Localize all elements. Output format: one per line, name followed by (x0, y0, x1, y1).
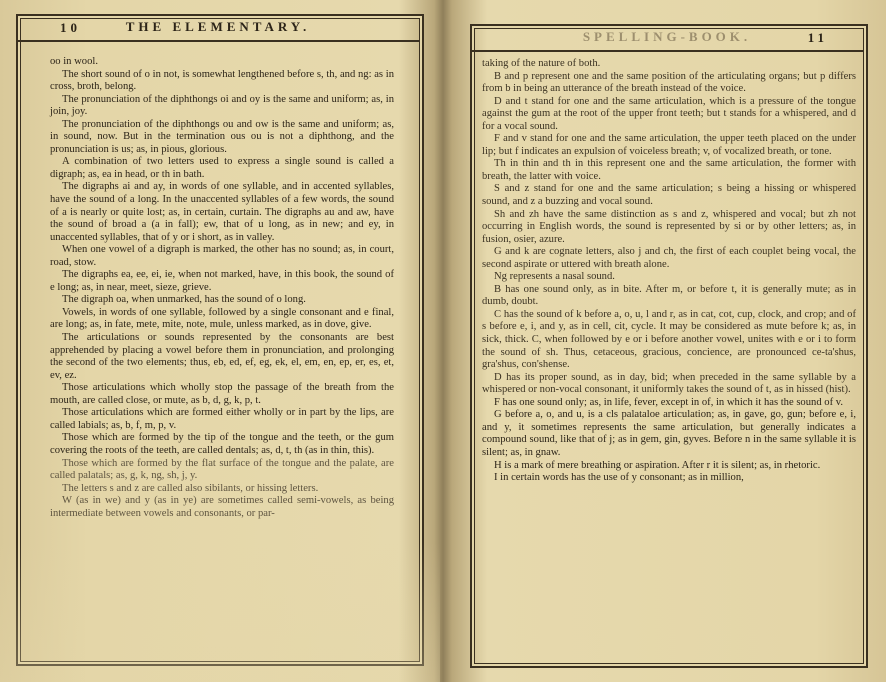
left-paragraph: The digraph oa, when unmarked, has the sound of o long. (62, 294, 306, 306)
right-paragraph: D and t stand for one and the same articulation, which is a pressure of the tongue against the gum at the root of the upper front teeth; but t stands for a whispered, and d for a vocal sound. (482, 95, 856, 132)
right-paragraph: Ng represents a nasal sound. (494, 271, 615, 283)
right-paragraph: B has one sound only, as in bite. After m, or before t, it is generally mute; as in dumb, doubt. (482, 283, 856, 308)
left-page-header (16, 14, 420, 42)
right-paragraph: I in certain words has the use of y consonant; as in million, (494, 472, 744, 484)
right-paragraph: B and p represent one and the same position of the articulating organs; but p differs from b in being an utterance of the breath instead of the voice. (482, 70, 856, 95)
right-paragraph: G before a, o, and u, is a cls palataloe articulation; as, in gave, go, gun; before e, i, and y, it sometimes represents the same articulation, but generally indicates a compound sound, like that of j; as in gem, gin, gyves. Before n in the same syllable it is silent; as, in gnaw. (482, 409, 856, 458)
left-paragraph: Those which are formed by the tip of the tongue and the teeth, or the gum covering the roots of the teeth, are called dentals; as, d, t, th (as in thin, this). (50, 432, 394, 456)
right-paragraph: C has the sound of k before a, o, u, l and r, as in cat, cot, cup, clock, and crop; and of s before e, i, and y, as in cell, cit, cycle. It may be considered as mute before k; as, in sick, thick. C, when followed by e or i before another vowel, unites with e or i to form the sound of sh. Thus, cetaceous, gracious, concience, are pronounced ce-ta'shus, gra'shus, con'shense. (482, 308, 856, 371)
right-paragraph: taking of the nature of both. (482, 58, 601, 69)
right-running-head: SPELLING-BOOK. (582, 29, 752, 44)
left-paragraph: The letters s and z are called also sibilants, or hissing letters. (62, 482, 319, 494)
left-paragraph: Those which are formed by the flat surface of the tongue and the palate, are called palatals; as, g, k, ng, sh, j, y. (50, 457, 394, 482)
left-paragraph: A combination of two letters used to express a single sound is called a digraph; as, ea in head, or th in bath. (50, 156, 394, 180)
right-paragraph: Th in thin and th in this represent one and the same articulation, the former with breath, the latter with voice. (482, 158, 856, 182)
left-paragraph: The short sound of o in not, is somewhat lengthened before s, th, and ng: as in cross, broth, belong. (50, 68, 394, 93)
right-paragraph: D has its proper sound, as in day, bid; when preceded in the same syllable by a whispered or non-vocal consonant, it uniformly takes the sound of t, as in hissed (hist). (482, 371, 856, 396)
right-paragraph: S and z stand for one and the same articulation; s being a hissing or whispered sound, and z a buzzing and vocal sound. (482, 183, 856, 208)
left-paragraph: The articulations or sounds represented by the consonants are best apprehended by placing a vowel before them in pronunciation, and prolonging the second of the two elements; thus, eb, ed, ef, eg, ek, el, em, en, ep, er, es, et, ev, ez. (50, 332, 394, 381)
left-paragraph: Those articulations which are formed either wholly or in part by the lips, are called labials; as, b, f, m, p, v. (50, 407, 394, 431)
right-paragraph: F has one sound only; as, in life, fever, except in of, in which it has the sound of v. (494, 396, 844, 408)
right-page-header (470, 24, 864, 52)
left-paragraph: When one vowel of a digraph is marked, the other has no sound; as, in court, road, stow. (50, 244, 394, 268)
left-page-body (50, 56, 394, 520)
left-paragraph: Those articulations which wholly stop the passage of the breath from the mouth, are called close, or mute, as b, d, g, k, p, t. (50, 382, 394, 406)
left-paragraph: W (as in we) and y (as in ye) are sometimes called semi-vowels, as being intermediate between vowels and consonants, or par- (50, 495, 394, 519)
left-paragraph: The digraphs ea, ee, ei, ie, when not marked, have, in this book, the sound of e long; as, in near, meet, sieze, grieve. (50, 269, 394, 293)
right-page (446, 0, 886, 682)
left-paragraph: Vowels, in words of one syllable, followed by a single consonant and e final, are long; as, in fate, mete, mite, note, mule, unless marked, as in dove, give. (50, 306, 394, 331)
left-paragraph: The pronunciation of the diphthongs oi and oy is the same and uniform; as, in join, joy. (50, 93, 394, 118)
left-page (0, 0, 440, 682)
right-paragraph: Sh and zh have the same distinction as s and z, whispered and vocal; but zh not occurring in English words, the sound is represented by si or by other letters; as, in fusion, osier, azure. (482, 208, 856, 245)
left-paragraph: The pronunciation of the diphthongs ou and ow is the same and uniform; as, in sound, now. But in the termination ous ou is not a diphthong, and the pronunciation is us; as, in pious, glorious. (50, 118, 394, 155)
right-page-number: 11 (807, 30, 828, 45)
right-page-body (482, 58, 856, 485)
right-paragraph: G and k are cognate letters, also j and ch, the first of each couplet being vocal, the second aspirate or uttered with breath alone. (482, 246, 856, 270)
left-running-head: THE ELEMENTARY. (125, 19, 311, 34)
left-paragraph: The digraphs ai and ay, in words of one syllable, and in accented syllables, have the sound of a long. In the unaccented syllables of a few words, the sound of a is nearly or quite lost; as, in certain, curtain. The digraphs au and aw, have the sound of broad a (a in fall); ew, that of u long, as in new; and ey, in unaccented syllables, that of y or i short, as in valley. (50, 181, 394, 243)
left-paragraph: oo in wool. (50, 56, 98, 67)
right-paragraph: H is a mark of mere breathing or aspiration. After r it is silent; as, in rhetoric. (494, 459, 821, 471)
left-page-number: 10 (60, 20, 81, 35)
right-paragraph: F and v stand for one and the same articulation, the upper teeth placed on the under lip; but f indicates an expulsion of voiceless breath; v, of vocalized breath, or tone. (482, 133, 856, 157)
